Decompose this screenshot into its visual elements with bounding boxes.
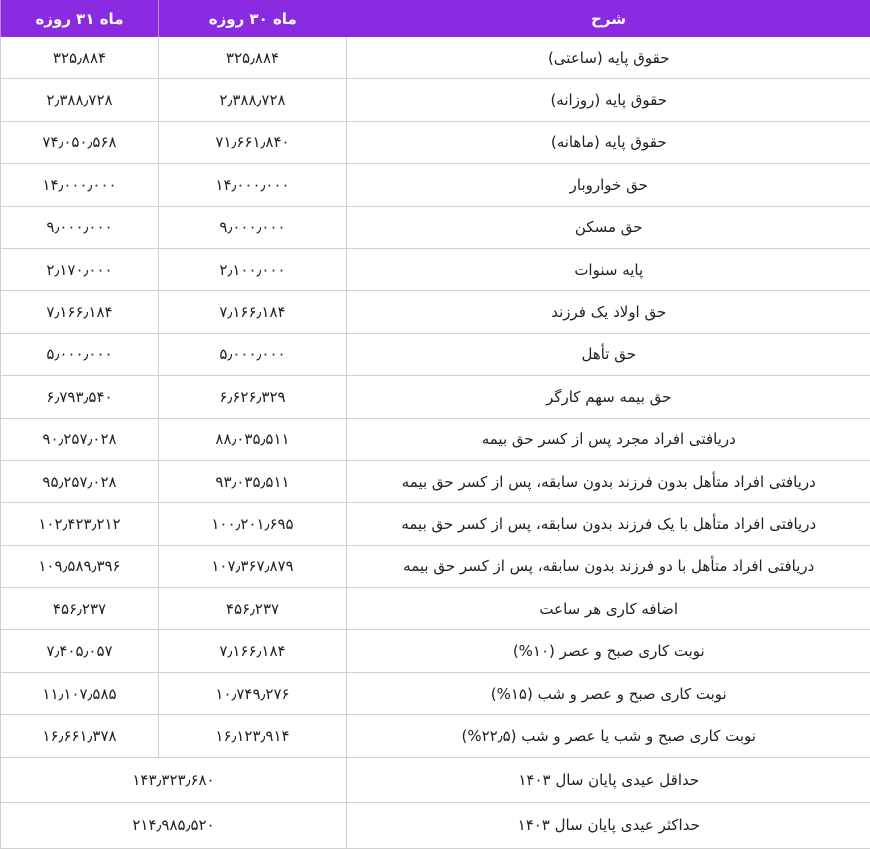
table-row bbox=[1, 376, 870, 418]
value-month-30: ۲٫۱۰۰٫۰۰۰ bbox=[159, 248, 347, 290]
row-description: حقوق پایه (روزانه) bbox=[347, 79, 870, 121]
table-row bbox=[1, 715, 870, 757]
value-month-30: ۹۳٫۰۳۵٫۵۱۱ bbox=[159, 460, 347, 502]
value-month-31: ۹٫۰۰۰٫۰۰۰ bbox=[1, 206, 159, 248]
value-month-31: ۳۲۵٫۸۸۴ bbox=[1, 37, 159, 79]
value-month-31: ۱۴٫۰۰۰٫۰۰۰ bbox=[1, 164, 159, 206]
value-month-31: ۲٫۱۷۰٫۰۰۰ bbox=[1, 248, 159, 290]
row-description: حق اولاد یک فرزند bbox=[347, 291, 870, 333]
value-month-31: ۵٫۰۰۰٫۰۰۰ bbox=[1, 333, 159, 375]
value-month-31: ۱۶٫۶۶۱٫۳۷۸ bbox=[1, 715, 159, 757]
value-month-31: ۶٫۷۹۳٫۵۴۰ bbox=[1, 376, 159, 418]
value-month-30: ۷۱٫۶۶۱٫۸۴۰ bbox=[159, 121, 347, 163]
value-month-31: ۲٫۳۸۸٫۷۲۸ bbox=[1, 79, 159, 121]
row-description: نوبت کاری صبح و عصر (۱۰%) bbox=[347, 630, 870, 672]
value-month-30: ۵٫۰۰۰٫۰۰۰ bbox=[159, 333, 347, 375]
row-description: اضافه کاری هر ساعت bbox=[347, 588, 870, 630]
value-month-30: ۲٫۳۸۸٫۷۲۸ bbox=[159, 79, 347, 121]
value-month-31: ۴۵۶٫۲۳۷ bbox=[1, 588, 159, 630]
table-row bbox=[1, 121, 870, 163]
summary-description: حداکثر عیدی پایان سال ۱۴۰۳ bbox=[347, 803, 870, 849]
header-month-31: ماه ۳۱ روزه bbox=[1, 0, 159, 37]
value-month-30: ۱۰۷٫۳۶۷٫۸۷۹ bbox=[159, 545, 347, 587]
value-month-30: ۱۰٫۷۴۹٫۲۷۶ bbox=[159, 672, 347, 714]
row-description: حقوق پایه (ماهانه) bbox=[347, 121, 870, 163]
value-month-30: ۱۴٫۰۰۰٫۰۰۰ bbox=[159, 164, 347, 206]
table-row bbox=[1, 79, 870, 121]
summary-row bbox=[1, 757, 870, 803]
value-month-30: ۶٫۶۲۶٫۳۲۹ bbox=[159, 376, 347, 418]
value-month-31: ۱۱٫۱۰۷٫۵۸۵ bbox=[1, 672, 159, 714]
table-row bbox=[1, 248, 870, 290]
value-month-31: ۷٫۱۶۶٫۱۸۴ bbox=[1, 291, 159, 333]
row-description: دریافتی افراد متأهل با یک فرزند بدون سابقه، پس از کسر حق بیمه bbox=[347, 503, 870, 545]
value-month-30: ۸۸٫۰۳۵٫۵۱۱ bbox=[159, 418, 347, 460]
table-row bbox=[1, 333, 870, 375]
summary-row bbox=[1, 803, 870, 849]
table-body bbox=[1, 37, 870, 848]
value-month-30: ۷٫۱۶۶٫۱۸۴ bbox=[159, 630, 347, 672]
row-description: حق بیمه سهم کارگر bbox=[347, 376, 870, 418]
table-header-row bbox=[1, 0, 870, 37]
value-month-31: ۷۴٫۰۵۰٫۵۶۸ bbox=[1, 121, 159, 163]
row-description: حق خواروبار bbox=[347, 164, 870, 206]
value-month-31: ۱۰۲٫۴۲۳٫۲۱۲ bbox=[1, 503, 159, 545]
table-row bbox=[1, 37, 870, 79]
value-month-31: ۷٫۴۰۵٫۰۵۷ bbox=[1, 630, 159, 672]
summary-value: ۱۴۳٫۳۲۳٫۶۸۰ bbox=[1, 757, 347, 803]
table-row bbox=[1, 418, 870, 460]
table-row bbox=[1, 164, 870, 206]
table-row bbox=[1, 206, 870, 248]
row-description: نوبت کاری صبح و عصر و شب (۱۵%) bbox=[347, 672, 870, 714]
value-month-30: ۹٫۰۰۰٫۰۰۰ bbox=[159, 206, 347, 248]
value-month-31: ۹۵٫۲۵۷٫۰۲۸ bbox=[1, 460, 159, 502]
row-description: دریافتی افراد مجرد پس از کسر حق بیمه bbox=[347, 418, 870, 460]
table-row bbox=[1, 291, 870, 333]
table-row bbox=[1, 630, 870, 672]
value-month-30: ۱۰۰٫۲۰۱٫۶۹۵ bbox=[159, 503, 347, 545]
row-description: دریافتی افراد متأهل با دو فرزند بدون سابقه، پس از کسر حق بیمه bbox=[347, 545, 870, 587]
value-month-30: ۴۵۶٫۲۳۷ bbox=[159, 588, 347, 630]
table-row bbox=[1, 545, 870, 587]
table-row bbox=[1, 588, 870, 630]
table-row bbox=[1, 503, 870, 545]
row-description: پایه سنوات bbox=[347, 248, 870, 290]
row-description: نوبت کاری صبح و شب یا عصر و شب (۲۲٫۵%) bbox=[347, 715, 870, 757]
value-month-31: ۹۰٫۲۵۷٫۰۲۸ bbox=[1, 418, 159, 460]
header-description: شرح bbox=[347, 0, 870, 37]
value-month-30: ۱۶٫۱۲۳٫۹۱۴ bbox=[159, 715, 347, 757]
table-row bbox=[1, 672, 870, 714]
value-month-30: ۳۲۵٫۸۸۴ bbox=[159, 37, 347, 79]
row-description: حقوق پایه (ساعتی) bbox=[347, 37, 870, 79]
value-month-30: ۷٫۱۶۶٫۱۸۴ bbox=[159, 291, 347, 333]
row-description: حق تأهل bbox=[347, 333, 870, 375]
summary-value: ۲۱۴٫۹۸۵٫۵۲۰ bbox=[1, 803, 347, 849]
header-month-30: ماه ۳۰ روزه bbox=[159, 0, 347, 37]
value-month-31: ۱۰۹٫۵۸۹٫۳۹۶ bbox=[1, 545, 159, 587]
summary-description: حداقل عیدی پایان سال ۱۴۰۳ bbox=[347, 757, 870, 803]
row-description: دریافتی افراد متأهل بدون فرزند بدون سابقه، پس از کسر حق بیمه bbox=[347, 460, 870, 502]
row-description: حق مسکن bbox=[347, 206, 870, 248]
table-row bbox=[1, 460, 870, 502]
